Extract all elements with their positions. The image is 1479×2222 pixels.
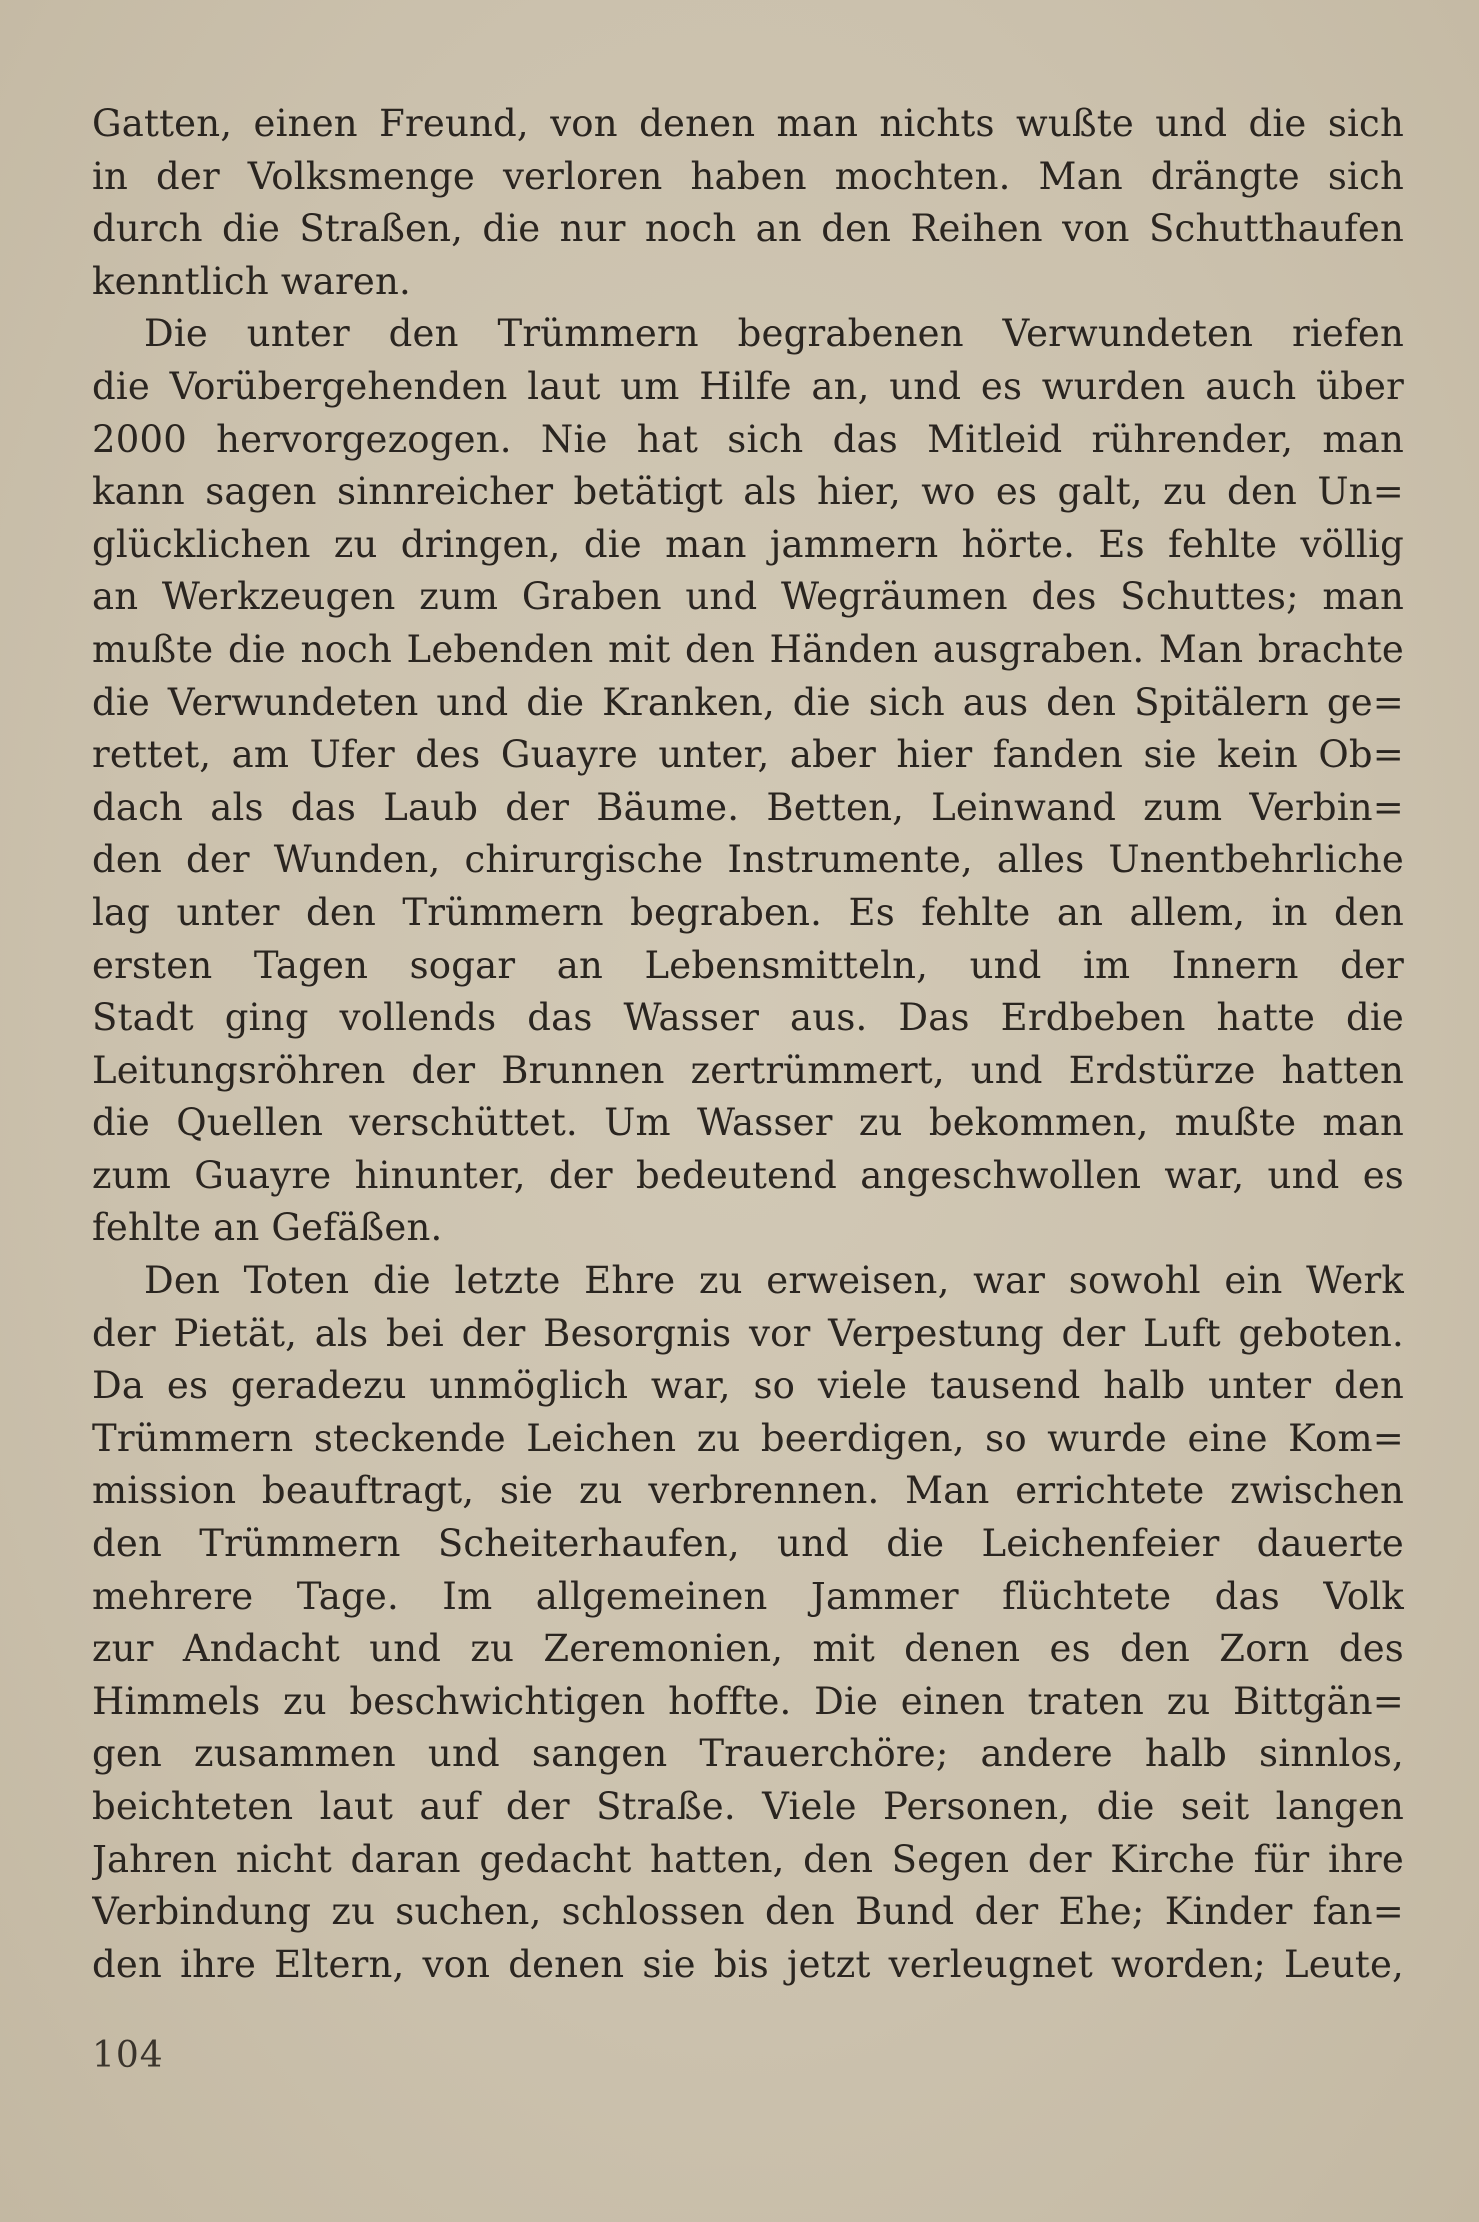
- text-line: den ihre Eltern, von denen sie bis jetzt verleugnet worden; Leute,: [92, 1942, 1404, 1986]
- text-line: Gatten, einen Freund, von denen man nichts wußte und die sich: [92, 102, 1404, 145]
- text-line: die Verwundeten und die Kranken, die sich aus den Spitälern ge=: [92, 680, 1404, 724]
- text-line: rettet, am Ufer des Guayre unter, aber hier fanden sie kein Ob=: [92, 733, 1404, 777]
- text-line: der Pietät, als bei der Besorgnis vor Verpestung der Luft geboten.: [92, 1311, 1404, 1355]
- text-line: gen zusammen und sangen Trauerchöre; andere halb sinnlos,: [92, 1732, 1404, 1776]
- text-line: fehlte an Gefäßen.: [92, 1206, 443, 1250]
- text-line: die Vorübergehenden laut um Hilfe an, und es wurden auch über: [92, 364, 1404, 408]
- text-line: dach als das Laub der Bäume. Betten, Leinwand zum Verbin=: [92, 785, 1404, 829]
- text-line: ersten Tagen sogar an Lebensmitteln, und im Innern der: [92, 943, 1404, 987]
- text-line: an Werkzeugen zum Graben und Wegräumen des Schuttes; man: [92, 575, 1404, 619]
- text-line: Den Toten die letzte Ehre zu erweisen, war sowohl ein Werk: [144, 1259, 1404, 1303]
- text-line: in der Volksmenge verloren haben mochten. Man drängte sich: [92, 154, 1404, 198]
- text-line: Die unter den Trümmern begrabenen Verwundeten riefen: [144, 312, 1404, 356]
- text-line: die Quellen verschüttet. Um Wasser zu bekommen, mußte man: [92, 1101, 1404, 1145]
- text-line: kenntlich waren.: [92, 259, 411, 303]
- text-line: Leitungsröhren der Brunnen zertrümmert, und Erdstürze hatten: [92, 1048, 1404, 1092]
- text-line: glücklichen zu dringen, die man jammern hörte. Es fehlte völlig: [92, 522, 1404, 566]
- body-text: [92, 98, 1404, 1991]
- text-line: lag unter den Trümmern begraben. Es fehlte an allem, in den: [92, 890, 1404, 934]
- paragraph: [92, 1255, 1404, 1991]
- text-line: durch die Straßen, die nur noch an den Reihen von Schutthaufen: [92, 207, 1404, 251]
- text-line: den Trümmern Scheiterhaufen, und die Leichenfeier dauerte: [92, 1522, 1404, 1566]
- text-line: Jahren nicht daran gedacht hatten, den Segen der Kirche für ihre: [92, 1837, 1404, 1881]
- text-line: mehrere Tage. Im allgemeinen Jammer flüchtete das Volk: [92, 1574, 1404, 1618]
- text-line: Stadt ging vollends das Wasser aus. Das Erdbeben hatte die: [92, 996, 1404, 1040]
- text-line: zur Andacht und zu Zeremonien, mit denen es den Zorn des: [92, 1627, 1404, 1671]
- text-line: mission beauftragt, sie zu verbrennen. Man errichtete zwischen: [92, 1469, 1404, 1513]
- text-line: kann sagen sinnreicher betätigt als hier, wo es galt, zu den Un=: [92, 470, 1404, 514]
- text-line: Trümmern steckende Leichen zu beerdigen, so wurde eine Kom=: [92, 1416, 1404, 1460]
- text-line: Verbindung zu suchen, schlossen den Bund der Ehe; Kinder fan=: [92, 1890, 1404, 1934]
- text-line: mußte die noch Lebenden mit den Händen ausgraben. Man brachte: [92, 627, 1404, 671]
- text-line: Himmels zu beschwichtigen hoffte. Die einen traten zu Bittgän=: [92, 1679, 1404, 1723]
- paragraph: [92, 98, 1404, 308]
- text-line: 2000 hervorgezogen. Nie hat sich das Mitleid rührender, man: [92, 417, 1404, 461]
- text-line: den der Wunden, chirurgische Instrumente, alles Unentbehrliche: [92, 838, 1404, 882]
- text-line: beichteten laut auf der Straße. Viele Personen, die seit langen: [92, 1785, 1404, 1828]
- paragraph: [92, 308, 1404, 1255]
- text-line: Da es geradezu unmöglich war, so viele tausend halb unter den: [92, 1364, 1404, 1408]
- page-number: 104: [92, 2035, 164, 2076]
- text-line: zum Guayre hinunter, der bedeutend angeschwollen war, und es: [92, 1153, 1404, 1197]
